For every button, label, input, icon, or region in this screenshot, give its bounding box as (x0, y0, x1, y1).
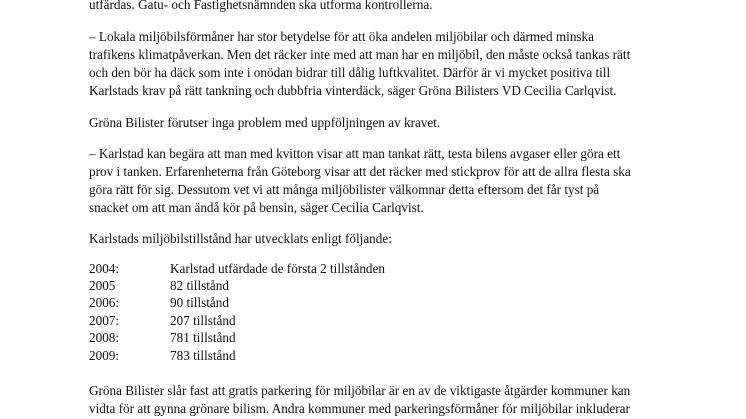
permit-count: Karlstad utfärdade de första 2 tillstånden (170, 261, 385, 276)
quote-paragraph-1-line-4: Karlstads krav på rätt tankning och dubbfria vinterdäck, säger Gröna Bilisters VD Cecilia Carlqvist. (89, 83, 617, 98)
follow-up-paragraph: Gröna Bilister förutser inga problem med uppföljningen av kravet. (89, 115, 441, 130)
permit-count: 82 tillstånd (170, 278, 229, 293)
closing-paragraph-line-2: vidta för att gynna grönare bilism. Andra kommuner med parkeringsförmåner för miljöbilar inkluderar (89, 401, 630, 416)
quote-paragraph-1-line-3: och den bör ha däck som inte i onödan bidrar till dålig luftkvalitet. Därför är vi mycket positiva till (89, 65, 611, 80)
quote-paragraph-2-line-2: prov i tanken. Erfarenheterna från Göteborg visar att det räcker med stickprov för att de allra flesta ska (89, 164, 631, 179)
quote-paragraph-2-line-4: snacket om att man ändå kör på bensin, säger Cecilia Carlqvist. (89, 200, 424, 215)
permit-year: 2009: (89, 348, 120, 363)
closing-paragraph-line-1: Gröna Bilister slår fast att gratis parkering för miljöbilar är en av de viktigaste åtgärder kommuner kan (89, 383, 631, 398)
permit-year: 2008: (89, 330, 120, 345)
quote-paragraph-1-line-2: trafikens klimatpåverkan. Men det räcker inte med att man har en miljöbil, den måste också tankas rätt (89, 47, 631, 62)
permit-count: 781 tillstånd (170, 330, 236, 345)
permit-year: 2007: (89, 313, 120, 328)
intro-tail-text: utfärdas. Gatu- och Fastighetsnämnden ska utforma kontrollerna. (89, 0, 433, 12)
quote-paragraph-1-line-1: – Lokala miljöbilsförmåner har stor betydelse för att öka andelen miljöbilar och därmed minska (89, 29, 595, 44)
permit-year: 2004: (89, 261, 120, 276)
permits-intro-paragraph: Karlstads miljöbilstillstånd har utvecklats enligt följande: (89, 231, 392, 246)
permit-year: 2006: (89, 295, 120, 310)
quote-paragraph-2-line-3: göra rätt för sig. Dessutom vet vi att många miljöbilister välkomnar detta eftersom det får tyst på (89, 182, 600, 197)
permit-year: 2005 (89, 278, 116, 293)
permit-count: 207 tillstånd (170, 313, 236, 328)
permit-count: 90 tillstånd (170, 295, 229, 310)
quote-paragraph-2-line-1: – Karlstad kan begära att man med kvitton visar att man tankat rätt, testa bilens avgaser eller göra ett (89, 146, 621, 161)
permit-count: 783 tillstånd (170, 348, 236, 363)
